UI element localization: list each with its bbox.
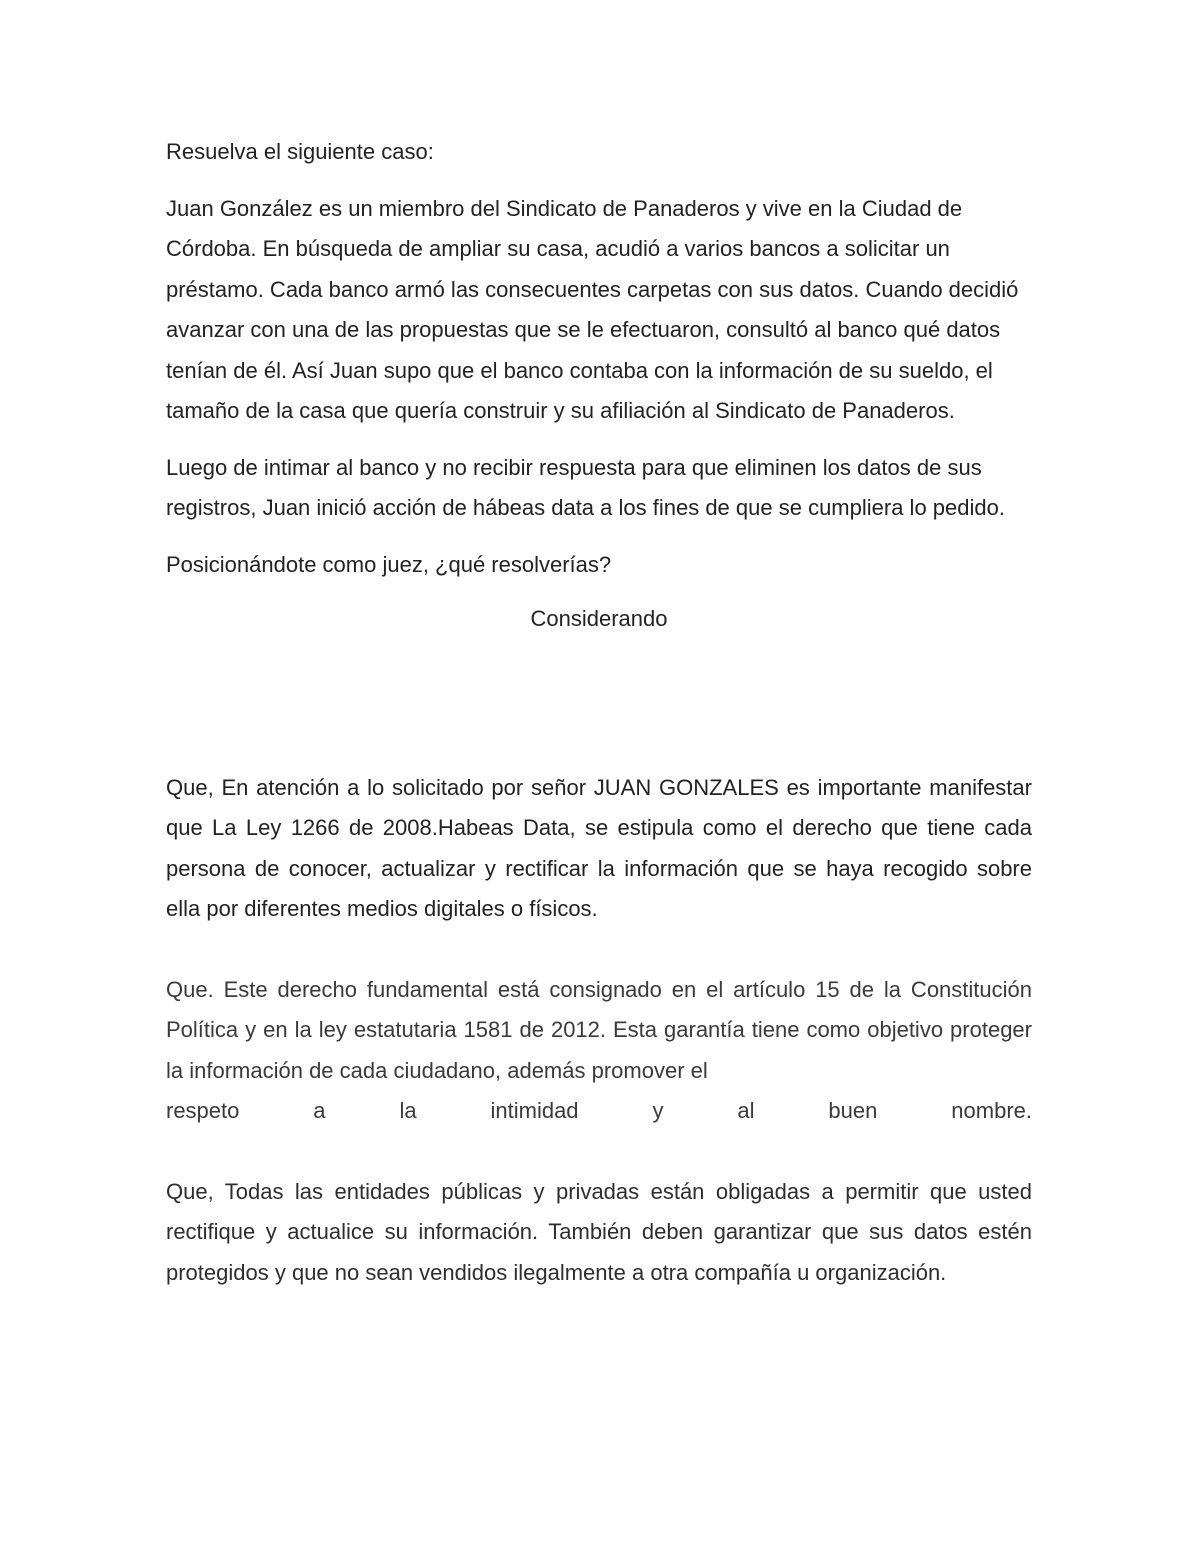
- que-paragraph-3: Que, Todas las entidades públicas y privadas están obligadas a permitir que usted rectifique y actualice su información. También deben garantizar que sus datos estén protegidos y que no sean vendidos ilegalmente a otra compañía u organización.: [166, 1178, 1032, 1285]
- document-page: [166, 132, 1032, 1293]
- que-paragraph-2-last-line: respeto a la intimidad y al buen nombre.: [166, 1098, 1032, 1123]
- que-paragraph-2: [166, 970, 1032, 1132]
- question-text: Posicionándote como juez, ¿qué resolverías?: [166, 551, 612, 577]
- case-heading: Resuelva el siguiente caso:: [166, 139, 434, 164]
- que-paragraph-2-main: Que. Este derecho fundamental está consignado en el artículo 15 de la Constitución Política y en la ley estatutaria 1581 de 2012. Esta garantía tiene como objetivo proteger la información de cada ciudadano, además promover el: [166, 976, 1032, 1083]
- case-paragraph-2: Luego de intimar al banco y no recibir respuesta para que eliminen los datos de sus registros, Juan inició acción de hábeas data a los fines de que se cumpliera lo pedido.: [166, 454, 1005, 520]
- considerando-heading: Considerando: [530, 606, 668, 631]
- que-paragraph-1: Que, En atención a lo solicitado por señor JUAN GONZALES es importante manifestar que La Ley 1266 de 2008.Habeas Data, se estipula como el derecho que tiene cada persona de conocer, actualizar y rectificar la información que se haya recogido sobre ella por diferentes medios digitales o físicos.: [166, 774, 1032, 921]
- case-paragraph-1: Juan González es un miembro del Sindicato de Panaderos y vive en la Ciudad de Córdoba. En búsqueda de ampliar su casa, acudió a varios bancos a solicitar un préstamo. Cada banco armó las consecuentes carpetas con sus datos. Cuando decidió avanzar con una de las propuestas que se le efectuaron, consultó al banco qué datos tenían de él. Así Juan supo que el banco contaba con la información de su sueldo, el tamaño de la casa que quería construir y su afiliación al Sindicato de Panaderos.: [166, 195, 1019, 423]
